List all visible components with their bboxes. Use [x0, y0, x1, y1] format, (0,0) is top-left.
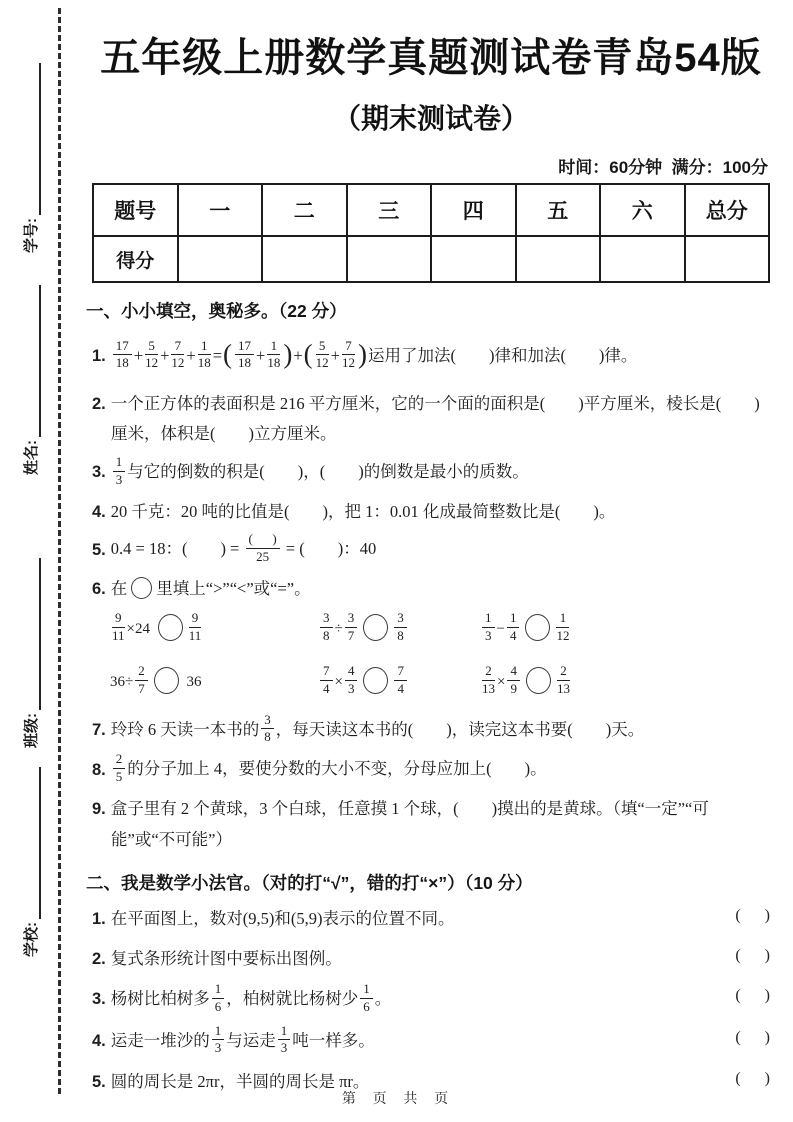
- score-cell-blank: [685, 236, 770, 282]
- question-text: +: [330, 345, 340, 365]
- exam-time-score-meta: 时间：60分钟 满分：100分: [558, 158, 768, 177]
- fraction: [482, 664, 495, 697]
- fraction-denominator: 3: [280, 1040, 288, 1056]
- student-info-label: 姓名:: [23, 440, 40, 475]
- compare-circle-blank: [154, 667, 179, 694]
- question-text: 运走一堆沙的: [110, 1030, 210, 1050]
- fraction: [112, 611, 125, 644]
- question-text: ×24: [126, 620, 154, 637]
- fraction-numerator: 1: [113, 455, 126, 472]
- fraction-numerator: 2: [482, 664, 495, 681]
- score-table-column-header: 三: [347, 184, 432, 236]
- fraction-denominator: 13: [482, 680, 495, 696]
- fraction-denominator: 8: [397, 627, 404, 643]
- fraction-denominator: 13: [556, 680, 570, 696]
- score-table-corner-label: 题号: [93, 184, 178, 236]
- fraction-denominator: 18: [238, 355, 252, 371]
- fraction-denominator: 3: [347, 680, 355, 696]
- question-number: 8.: [92, 760, 106, 779]
- fill-blank-question: [92, 531, 770, 567]
- score-table-column-header: 六: [600, 184, 685, 236]
- parenthesis: (: [223, 339, 233, 369]
- fill-blank-question: [92, 332, 770, 382]
- fraction-denominator: 25: [256, 549, 270, 565]
- judge-answer-blank: ( ): [735, 986, 770, 1004]
- question-text: 在平面图上，数对(9,5)和(5,9)表示的位置不同。: [110, 909, 455, 929]
- fraction: [345, 664, 358, 697]
- question-text: 盒子里有 2 个黄球，3 个白球，任意摸 1 个球，( )摸出的是黄球。（填“一定”“可能”或“不可能”）: [110, 799, 709, 849]
- fraction: [246, 532, 280, 565]
- fraction-denominator: 12: [341, 355, 355, 371]
- student-info-field: [19, 767, 41, 957]
- score-table-column-header: 一: [178, 184, 263, 236]
- fraction-denominator: 4: [397, 680, 404, 696]
- question-text: +: [186, 345, 196, 365]
- score-cell-blank: [516, 236, 601, 282]
- fraction-numerator: 1: [198, 339, 211, 356]
- fraction-numerator: 3: [261, 713, 274, 730]
- fraction: [342, 339, 355, 372]
- parenthesis: ): [283, 339, 293, 369]
- fraction-denominator: 18: [267, 355, 281, 371]
- fraction: [507, 611, 520, 644]
- comparison-item: [110, 662, 318, 699]
- fraction-denominator: 12: [315, 355, 329, 371]
- score-cell-blank: [262, 236, 347, 282]
- judge-answer-blank: ( ): [735, 1070, 770, 1088]
- fraction: [235, 339, 254, 372]
- compare-circle-blank: [131, 577, 152, 599]
- question-number: 4.: [92, 502, 106, 521]
- fraction-numerator: 9: [112, 611, 125, 628]
- student-info-label: 学号:: [23, 218, 40, 253]
- fraction-numerator: 9: [189, 611, 202, 628]
- student-info-label: 学校:: [23, 922, 40, 957]
- question-number: 6.: [92, 580, 106, 599]
- question-text: +: [133, 345, 144, 365]
- question-text: ，每天读这本书的( )，读完这本书要( )天。: [275, 719, 645, 739]
- fraction-numerator: 7: [394, 664, 407, 681]
- fraction-numerator: 17: [113, 339, 132, 356]
- question-text: −: [496, 620, 505, 637]
- fraction-numerator: 7: [320, 664, 333, 681]
- fill-blank-question: [92, 453, 770, 490]
- question-text: ，柏树就比杨树少: [226, 988, 359, 1008]
- fill-blank-question: [92, 389, 770, 450]
- fraction: [482, 611, 495, 644]
- fraction: [316, 339, 329, 372]
- fraction-denominator: 3: [115, 471, 123, 487]
- student-info-field: [19, 63, 41, 253]
- fraction: [556, 611, 569, 644]
- judge-answer-blank: ( ): [735, 907, 770, 925]
- question-number: 3.: [92, 463, 106, 482]
- question-text: 运用了加法( )律和加法( )律。: [367, 345, 638, 365]
- fraction-numerator: 3: [394, 611, 407, 628]
- fraction-denominator: 12: [171, 355, 185, 371]
- fraction: [360, 982, 373, 1015]
- compare-circle-blank: [158, 614, 183, 641]
- judge-question-body: [92, 980, 725, 1017]
- comparison-item: [480, 609, 770, 646]
- fraction: [212, 1024, 225, 1057]
- compare-circle-blank: [363, 614, 388, 641]
- fraction-numerator: 1: [482, 611, 495, 628]
- fraction-numerator: ( ): [246, 532, 280, 549]
- compare-circle-blank: [525, 614, 550, 641]
- score-row-label: 得分: [93, 236, 178, 282]
- fraction-denominator: 4: [323, 680, 330, 696]
- question-text: 吨一样多。: [292, 1030, 375, 1050]
- fraction: [113, 752, 126, 785]
- fraction-denominator: 3: [485, 627, 492, 643]
- judge-question-body: [92, 904, 725, 935]
- question-text: 20 千克：20 吨的比值是( )，把 1：0.01 化成最简整数比是( )。: [110, 501, 616, 521]
- judge-answer-blank: ( ): [735, 946, 770, 964]
- parenthesis: (: [303, 339, 313, 369]
- fraction-denominator: 18: [197, 355, 211, 371]
- comparison-item: [318, 662, 480, 699]
- question-text: 一个正方体的表面积是 216 平方厘米，它的一个面的面积是( )平方厘米，棱长是( )厘米，体积是( )立方厘米。: [110, 393, 760, 444]
- fraction-denominator: 6: [214, 998, 222, 1014]
- judge-question: [92, 980, 770, 1017]
- question-text: +: [160, 345, 170, 365]
- fraction-numerator: 5: [316, 339, 329, 356]
- question-text: 里填上“>”“<”或“=”。: [156, 579, 311, 599]
- fraction: [113, 455, 126, 488]
- question-number: 3.: [92, 989, 106, 1008]
- score-cell-blank: [178, 236, 263, 282]
- fraction-denominator: 11: [188, 627, 202, 643]
- score-table: [92, 183, 770, 283]
- fraction-numerator: 1: [556, 611, 569, 628]
- fraction-numerator: 3: [345, 611, 358, 628]
- judge-question: [92, 1022, 770, 1059]
- fraction-numerator: 1: [360, 982, 373, 999]
- fraction-numerator: 2: [557, 664, 570, 681]
- score-table-column-header: 四: [431, 184, 516, 236]
- question-number: 4.: [92, 1031, 106, 1050]
- fraction-denominator: 9: [510, 680, 517, 696]
- score-table-score-row: [93, 236, 769, 282]
- fraction-denominator: 5: [115, 769, 123, 785]
- question-text: = ( )：40: [281, 539, 377, 559]
- fraction-numerator: 7: [342, 339, 355, 356]
- student-info-field: [19, 558, 41, 748]
- section2-heading: 二、我是数学小法官。（对的打“√”，错的打“×”）（10 分）: [86, 873, 533, 894]
- fraction-numerator: 1: [212, 982, 225, 999]
- question-text: 的分子加上 4，要使分数的大小不变，分母应加上( )。: [127, 759, 547, 779]
- student-info-write-line: [23, 558, 41, 710]
- fraction: [145, 339, 158, 372]
- fraction-numerator: 2: [135, 664, 148, 681]
- fill-blank-question: [92, 497, 770, 528]
- comparison-item: [110, 609, 318, 646]
- section1-questions: [92, 332, 770, 855]
- student-info-field: [19, 285, 41, 475]
- fraction: [557, 664, 570, 697]
- binding-line: [58, 8, 61, 1094]
- fraction-denominator: 3: [214, 1040, 222, 1056]
- question-text: +: [293, 345, 303, 365]
- question-text: 。: [374, 988, 392, 1008]
- question-number: 2.: [92, 949, 106, 968]
- fraction: [198, 339, 211, 372]
- fraction-denominator: 4: [509, 627, 517, 643]
- student-info-write-line: [23, 285, 41, 437]
- comparison-item: [318, 609, 480, 646]
- compare-circle-blank: [526, 667, 551, 694]
- question-text: 与它的倒数的积是( )，( )的倒数是最小的质数。: [127, 462, 529, 482]
- question-text: ×: [334, 673, 343, 690]
- question-text: 圆的周长是 2πr，半圆的周长是 πr。: [110, 1072, 370, 1092]
- fraction: [135, 664, 148, 697]
- question-number: 9.: [92, 800, 106, 819]
- judge-answer-blank: ( ): [735, 1028, 770, 1046]
- student-info-label: 班级:: [23, 713, 40, 748]
- score-table-header-row: [93, 184, 769, 236]
- question-text: 36÷: [110, 673, 134, 690]
- fraction: [267, 339, 280, 372]
- question-number: 1.: [92, 910, 106, 929]
- student-info-write-line: [23, 63, 41, 215]
- fraction: [507, 664, 520, 697]
- judge-question-body: [92, 944, 725, 975]
- parenthesis: ): [357, 339, 367, 369]
- page-title: 五年级上册数学真题测试卷青岛54版: [100, 36, 762, 80]
- fraction-denominator: 7: [347, 627, 355, 643]
- question-text: 在: [110, 579, 128, 599]
- question-text: 复式条形统计图中要标出图例。: [110, 948, 342, 968]
- fraction-numerator: 4: [345, 664, 358, 681]
- comparison-grid: [110, 609, 770, 699]
- question-number: 1.: [92, 346, 106, 365]
- fraction-denominator: 8: [323, 627, 330, 643]
- fraction-denominator: 11: [112, 627, 125, 643]
- student-info-write-line: [23, 767, 41, 919]
- question-text: 36: [182, 673, 202, 690]
- fraction: [320, 611, 333, 644]
- fraction-numerator: 2: [113, 752, 126, 769]
- question-text: ×: [497, 673, 506, 690]
- question-text: 杨树比柏树多: [110, 988, 210, 1008]
- fraction-numerator: 1: [278, 1024, 291, 1041]
- fraction-denominator: 18: [115, 355, 129, 371]
- fraction: [113, 339, 132, 372]
- fill-blank-question: [92, 711, 770, 748]
- main-content: [86, 22, 770, 1107]
- fill-blank-question: [92, 794, 770, 855]
- fraction: [212, 982, 225, 1015]
- judge-question: [92, 904, 770, 935]
- fraction-denominator: 6: [363, 998, 370, 1014]
- judge-question: [92, 944, 770, 975]
- fraction-denominator: 7: [138, 680, 145, 696]
- comparison-item: [480, 662, 770, 699]
- question-number: 5.: [92, 540, 106, 559]
- fraction-numerator: 1: [212, 1024, 225, 1041]
- section1-heading: 一、小小填空，奥秘多。（22 分）: [86, 301, 347, 321]
- page-footer: 第 页 共 页: [341, 1090, 452, 1106]
- fraction: [261, 713, 274, 746]
- fraction: [320, 664, 333, 697]
- question-text: 0.4 = 18：( ) =: [110, 539, 244, 559]
- fraction-denominator: 8: [264, 729, 271, 745]
- question-text: 与运走: [226, 1030, 276, 1050]
- score-table-column-header: 总分: [685, 184, 770, 236]
- question-number: 7.: [92, 720, 106, 739]
- page-subtitle: （期末测试卷）: [332, 103, 529, 134]
- fraction-denominator: 12: [556, 627, 570, 643]
- score-cell-blank: [347, 236, 432, 282]
- question-number: 2.: [92, 394, 106, 413]
- fraction-numerator: 1: [507, 611, 520, 628]
- section2-items: [92, 904, 770, 1098]
- question-text: ÷: [334, 620, 343, 637]
- fraction: [394, 611, 407, 644]
- fraction-numerator: 4: [507, 664, 520, 681]
- question-text: =: [212, 345, 223, 365]
- question-number: 5.: [92, 1073, 106, 1092]
- question-text: 玲玲 6 天读一本书的: [110, 719, 260, 739]
- score-cell-blank: [600, 236, 685, 282]
- score-table-column-header: 二: [262, 184, 347, 236]
- fraction-numerator: 5: [145, 339, 158, 356]
- fraction-numerator: 3: [320, 611, 333, 628]
- score-cell-blank: [431, 236, 516, 282]
- fill-blank-question: [92, 574, 770, 605]
- question-text: +: [256, 345, 266, 365]
- fraction: [394, 664, 407, 697]
- fraction: [278, 1024, 291, 1057]
- fraction-numerator: 7: [171, 339, 184, 356]
- judge-question-body: [92, 1022, 725, 1059]
- fraction-denominator: 12: [145, 355, 159, 371]
- fraction-numerator: 1: [267, 339, 280, 356]
- fraction: [345, 611, 358, 644]
- score-table-column-header: 五: [516, 184, 601, 236]
- fraction: [189, 611, 202, 644]
- compare-circle-blank: [363, 667, 388, 694]
- fill-blank-question: [92, 751, 770, 787]
- fraction: [171, 339, 184, 372]
- fraction-numerator: 17: [235, 339, 254, 356]
